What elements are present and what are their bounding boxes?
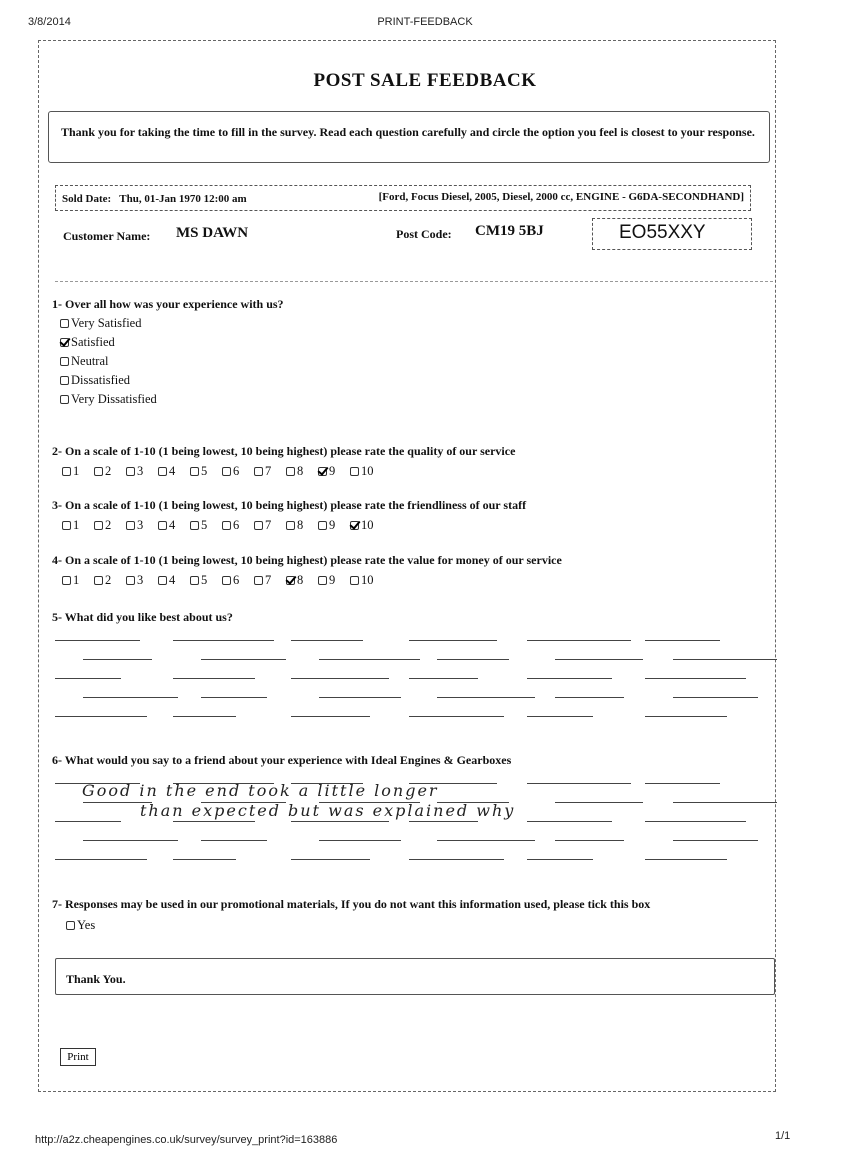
answer-line (173, 640, 274, 641)
thank-you-text: Thank You. (66, 972, 126, 986)
postcode-label: Post Code: (396, 227, 452, 241)
answer-line (291, 678, 389, 679)
answer-line (527, 678, 612, 679)
scale-label: 4 (169, 573, 176, 587)
scale-option[interactable] (318, 573, 350, 588)
scale-checkbox[interactable] (254, 467, 263, 476)
scale-label: 6 (233, 518, 240, 532)
answer-line (527, 640, 631, 641)
scale-option[interactable] (94, 573, 126, 588)
vehicle-details: [Ford, Focus Diesel, 2005, Diesel, 2000 cc, ENGINE - G6DA-SECONDHAND] (378, 191, 744, 203)
scale-label: 10 (361, 573, 374, 587)
answer-line (645, 821, 746, 822)
scale-checkbox[interactable] (126, 521, 135, 530)
option-label: Very Satisfied (71, 316, 142, 330)
option-label: Neutral (71, 354, 109, 368)
scale-checkbox[interactable] (126, 467, 135, 476)
answer-line (55, 640, 140, 641)
yes-label: Yes (77, 918, 96, 932)
answer-line (527, 783, 631, 784)
scale-label: 3 (137, 518, 144, 532)
scale-checkbox[interactable] (158, 467, 167, 476)
scale-checkbox[interactable] (94, 576, 103, 585)
question-4-scale (62, 573, 382, 588)
scale-option[interactable] (94, 518, 126, 533)
scale-label: 8 (297, 573, 304, 587)
scale-label: 1 (73, 464, 80, 478)
scale-checkbox[interactable] (62, 467, 71, 476)
scale-label: 9 (329, 464, 336, 478)
scale-option[interactable] (158, 573, 190, 588)
scale-option[interactable] (222, 464, 254, 479)
handwritten-answer-line-2: than expected but was explained why (140, 801, 516, 820)
scale-option[interactable] (286, 464, 318, 479)
scale-label: 7 (265, 464, 272, 478)
q1-option[interactable] (60, 373, 130, 388)
answer-line (555, 840, 624, 841)
scale-label: 1 (73, 573, 80, 587)
scale-checkbox[interactable] (286, 576, 295, 585)
scale-option[interactable] (158, 518, 190, 533)
answer-line (555, 697, 624, 698)
scale-checkbox[interactable] (190, 576, 199, 585)
answer-line (291, 821, 389, 822)
scale-checkbox[interactable] (254, 576, 263, 585)
sold-date: Sold Date: Thu, 01-Jan 1970 12:00 am (62, 193, 247, 205)
question-3: 3- On a scale of 1-10 (1 being lowest, 10 being highest) please rate the friendliness of our staff (52, 498, 527, 512)
scale-option[interactable] (62, 573, 94, 588)
scale-checkbox[interactable] (222, 521, 231, 530)
print-title: PRINT-FEEDBACK (377, 16, 473, 28)
registration-value: EO55XXY (619, 222, 706, 243)
answer-line (437, 840, 535, 841)
answer-line (319, 840, 401, 841)
answer-line (437, 697, 535, 698)
answer-line (409, 716, 504, 717)
scale-option[interactable] (254, 573, 286, 588)
scale-label: 5 (201, 464, 208, 478)
scale-option[interactable] (350, 464, 382, 479)
yes-checkbox[interactable] (66, 921, 75, 930)
scale-checkbox[interactable] (286, 467, 295, 476)
q1-option[interactable] (60, 335, 115, 350)
scale-label: 2 (105, 464, 112, 478)
question-7: 7- Responses may be used in our promotional materials, If you do not want this information used, please tick this box (52, 897, 651, 911)
answer-line (173, 716, 236, 717)
answer-line (409, 821, 478, 822)
scale-label: 4 (169, 518, 176, 532)
answer-line (83, 697, 178, 698)
answer-line (55, 678, 121, 679)
scale-checkbox[interactable] (318, 521, 327, 530)
scale-checkbox[interactable] (318, 467, 327, 476)
scale-checkbox[interactable] (158, 521, 167, 530)
answer-line (291, 640, 363, 641)
scale-option[interactable] (126, 573, 158, 588)
answer-line (527, 821, 612, 822)
answer-line (555, 802, 643, 803)
answer-line (409, 859, 504, 860)
customer-label: Customer Name: (63, 229, 151, 243)
scale-label: 10 (361, 518, 374, 532)
scale-checkbox[interactable] (286, 521, 295, 530)
print-date: 3/8/2014 (28, 16, 71, 28)
registration-box (592, 218, 752, 250)
answer-line (673, 802, 777, 803)
page-url: http://a2z.cheapengines.co.uk/survey/survey_print?id=163886 (35, 1134, 338, 1146)
scale-label: 8 (297, 464, 304, 478)
q1-option[interactable] (60, 354, 108, 369)
scale-option[interactable] (318, 518, 350, 533)
answer-line (201, 840, 267, 841)
scale-label: 1 (73, 518, 80, 532)
scale-checkbox[interactable] (350, 467, 359, 476)
scale-option[interactable] (126, 518, 158, 533)
scale-option[interactable] (190, 464, 222, 479)
answer-line (201, 697, 267, 698)
option-label: Very Dissatisfied (71, 392, 157, 406)
answer-line (409, 678, 478, 679)
scale-label: 7 (265, 518, 272, 532)
q7-yes-option[interactable] (66, 918, 95, 933)
scale-option[interactable] (190, 518, 222, 533)
scale-option[interactable] (62, 464, 94, 479)
scale-checkbox[interactable] (190, 521, 199, 530)
answer-line (645, 716, 727, 717)
question-2: 2- On a scale of 1-10 (1 being lowest, 10 being highest) please rate the quality of our service (52, 444, 516, 458)
question-5: 5- What did you like best about us? (52, 610, 233, 624)
answer-line (645, 783, 720, 784)
question-1: 1- Over all how was your experience with us? (52, 297, 284, 311)
scale-checkbox[interactable] (350, 521, 359, 530)
scale-option[interactable] (350, 518, 382, 533)
answer-line (527, 859, 593, 860)
option-checkbox[interactable] (60, 357, 69, 366)
option-checkbox[interactable] (60, 376, 69, 385)
scale-label: 7 (265, 573, 272, 587)
answer-line (83, 840, 178, 841)
print-button[interactable]: Print (60, 1048, 96, 1066)
answer-line (291, 859, 370, 860)
answer-line (645, 859, 727, 860)
answer-line (527, 716, 593, 717)
scale-checkbox[interactable] (350, 576, 359, 585)
answer-line (173, 678, 255, 679)
scale-checkbox[interactable] (222, 467, 231, 476)
scale-option[interactable] (222, 518, 254, 533)
option-checkbox[interactable] (60, 319, 69, 328)
scale-label: 3 (137, 573, 144, 587)
scale-label: 4 (169, 464, 176, 478)
scale-option[interactable] (254, 464, 286, 479)
answer-line (673, 697, 758, 698)
option-label: Satisfied (71, 335, 115, 349)
scale-checkbox[interactable] (94, 521, 103, 530)
option-checkbox[interactable] (60, 338, 69, 347)
question-4: 4- On a scale of 1-10 (1 being lowest, 10 being highest) please rate the value for money of our service (52, 553, 562, 567)
option-label: Dissatisfied (71, 373, 131, 387)
scale-label: 3 (137, 464, 144, 478)
option-checkbox[interactable] (60, 395, 69, 404)
scale-label: 6 (233, 464, 240, 478)
scale-option[interactable] (94, 464, 126, 479)
divider (55, 281, 773, 282)
scale-label: 2 (105, 518, 112, 532)
answer-line (55, 716, 147, 717)
answer-line (173, 859, 236, 860)
answer-line (437, 659, 509, 660)
scale-option[interactable] (350, 573, 382, 588)
scale-checkbox[interactable] (62, 576, 71, 585)
scale-checkbox[interactable] (190, 467, 199, 476)
scale-label: 6 (233, 573, 240, 587)
scale-checkbox[interactable] (94, 467, 103, 476)
page-title: POST SALE FEEDBACK (313, 70, 537, 91)
scale-option[interactable] (286, 573, 318, 588)
answer-line (645, 640, 720, 641)
answer-line (319, 659, 420, 660)
q1-option[interactable] (60, 392, 157, 407)
scale-option[interactable] (222, 573, 254, 588)
answer-line (55, 821, 121, 822)
page-number: 1/1 (775, 1130, 791, 1142)
customer-name: MS DAWN (176, 225, 249, 241)
question-6: 6- What would you say to a friend about your experience with Ideal Engines & Gearboxes (52, 753, 512, 767)
scale-option[interactable] (286, 518, 318, 533)
question-2-scale (62, 464, 382, 479)
q1-option[interactable] (60, 316, 141, 331)
answer-line (555, 659, 643, 660)
intro-box (48, 111, 770, 163)
scale-option[interactable] (62, 518, 94, 533)
scale-label: 8 (297, 518, 304, 532)
scale-checkbox[interactable] (158, 576, 167, 585)
handwritten-answer-line-1: Good in the end took a little longer (82, 781, 439, 800)
scale-checkbox[interactable] (62, 521, 71, 530)
answer-line (673, 659, 777, 660)
answer-line (409, 640, 497, 641)
scale-checkbox[interactable] (126, 576, 135, 585)
scale-checkbox[interactable] (318, 576, 327, 585)
scale-option[interactable] (318, 464, 350, 479)
scale-label: 5 (201, 573, 208, 587)
scale-option[interactable] (254, 518, 286, 533)
scale-option[interactable] (190, 573, 222, 588)
scale-label: 9 (329, 518, 336, 532)
thank-you-box (55, 958, 775, 995)
answer-line (645, 678, 746, 679)
postcode-value: CM19 5BJ (475, 223, 544, 239)
answer-line (319, 697, 401, 698)
answer-line (201, 659, 286, 660)
scale-checkbox[interactable] (254, 521, 263, 530)
scale-label: 2 (105, 573, 112, 587)
scale-option[interactable] (158, 464, 190, 479)
scale-label: 9 (329, 573, 336, 587)
scale-checkbox[interactable] (222, 576, 231, 585)
answer-line (673, 840, 758, 841)
sale-info-box (55, 185, 751, 211)
answer-line (55, 859, 147, 860)
scale-option[interactable] (126, 464, 158, 479)
scale-label: 5 (201, 518, 208, 532)
intro-text: Thank you for taking the time to fill in the survey. Read each question carefully and circle the option you feel is closest to your response. (61, 125, 755, 139)
answer-line (173, 821, 255, 822)
question-3-scale (62, 518, 382, 533)
answer-line (291, 716, 370, 717)
scale-label: 10 (361, 464, 374, 478)
answer-line (83, 659, 152, 660)
